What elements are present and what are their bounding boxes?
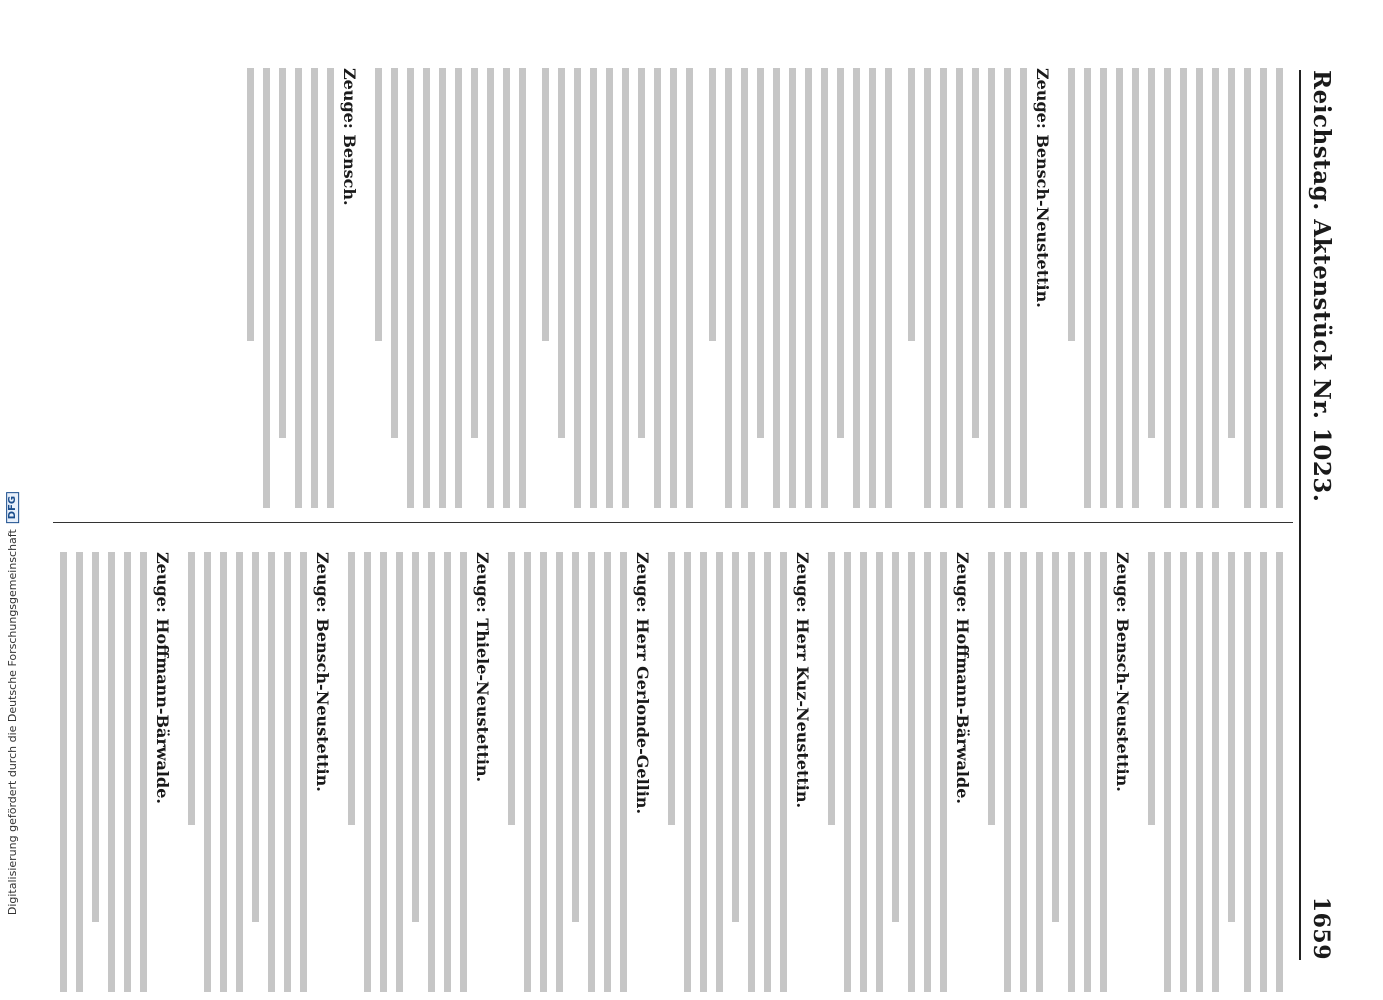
- text-line-placeholder: [423, 68, 430, 508]
- text-line-placeholder: [391, 68, 398, 438]
- text-line-placeholder: [1180, 552, 1187, 992]
- text-line-placeholder: [247, 68, 254, 341]
- text-line-placeholder: [821, 68, 828, 508]
- dfg-logo: DFG: [7, 492, 20, 523]
- text-line-placeholder: [1020, 552, 1027, 992]
- text-block: [1148, 552, 1283, 992]
- running-head-title: Reichstag. Aktenstück Nr. 1023.: [1308, 70, 1335, 503]
- text-line-placeholder: [869, 68, 876, 508]
- text-line-placeholder: [1132, 68, 1139, 508]
- text-block: [1068, 68, 1283, 508]
- text-line-placeholder: [444, 552, 451, 992]
- text-line-placeholder: [837, 68, 844, 438]
- block-heading: Zeuge: Hoffmann-Bärwalde.: [953, 552, 972, 804]
- text-line-placeholder: [606, 68, 613, 508]
- text-line-placeholder: [709, 68, 716, 341]
- text-line-placeholder: [1084, 68, 1091, 508]
- text-line-placeholder: [860, 552, 867, 992]
- text-line-placeholder: [828, 552, 835, 825]
- text-line-placeholder: [1244, 552, 1251, 992]
- text-line-placeholder: [540, 552, 547, 992]
- text-line-placeholder: [732, 552, 739, 922]
- text-block: [709, 68, 892, 508]
- text-line-placeholder: [236, 552, 243, 992]
- text-line-placeholder: [764, 552, 771, 992]
- text-block: [988, 552, 1132, 992]
- text-line-placeholder: [654, 68, 661, 508]
- block-heading: Zeuge: Bensch.: [340, 68, 359, 206]
- text-line-placeholder: [460, 552, 467, 992]
- text-line-placeholder: [1084, 552, 1091, 992]
- text-line-placeholder: [638, 68, 645, 438]
- text-line-placeholder: [556, 552, 563, 992]
- block-heading: Zeuge: Herr Kuz-Neustettin.: [793, 552, 812, 809]
- text-line-placeholder: [284, 552, 291, 992]
- text-line-placeholder: [263, 68, 270, 508]
- text-line-placeholder: [908, 552, 915, 992]
- text-block: [908, 68, 1052, 508]
- text-line-placeholder: [773, 68, 780, 508]
- text-line-placeholder: [1100, 552, 1107, 992]
- text-line-placeholder: [940, 68, 947, 508]
- text-line-placeholder: [853, 68, 860, 508]
- text-line-placeholder: [805, 68, 812, 508]
- text-line-placeholder: [1228, 552, 1235, 922]
- text-line-placeholder: [279, 68, 286, 438]
- text-line-placeholder: [1004, 68, 1011, 508]
- text-line-placeholder: [885, 68, 892, 508]
- text-line-placeholder: [572, 552, 579, 922]
- text-line-placeholder: [220, 552, 227, 992]
- text-line-placeholder: [1180, 68, 1187, 508]
- text-line-placeholder: [588, 552, 595, 992]
- text-line-placeholder: [1276, 552, 1283, 992]
- text-line-placeholder: [844, 552, 851, 992]
- text-line-placeholder: [686, 68, 693, 508]
- text-line-placeholder: [375, 68, 382, 341]
- text-block: [542, 68, 693, 508]
- text-line-placeholder: [716, 552, 723, 992]
- text-line-placeholder: [428, 552, 435, 992]
- text-line-placeholder: [1004, 552, 1011, 992]
- text-block: [375, 68, 526, 508]
- text-line-placeholder: [1100, 68, 1107, 508]
- text-line-placeholder: [455, 68, 462, 508]
- text-line-placeholder: [590, 68, 597, 508]
- text-line-placeholder: [407, 68, 414, 508]
- text-line-placeholder: [558, 68, 565, 438]
- text-line-placeholder: [1276, 68, 1283, 508]
- text-line-placeholder: [1052, 552, 1059, 922]
- text-line-placeholder: [1068, 552, 1075, 992]
- text-line-placeholder: [471, 68, 478, 438]
- text-line-placeholder: [295, 68, 302, 508]
- text-line-placeholder: [396, 552, 403, 992]
- text-line-placeholder: [60, 552, 67, 992]
- text-block: [668, 552, 812, 992]
- text-line-placeholder: [188, 552, 195, 825]
- text-line-placeholder: [940, 552, 947, 992]
- block-heading: Zeuge: Hoffmann-Bärwalde.: [153, 552, 172, 804]
- text-line-placeholder: [76, 552, 83, 992]
- text-line-placeholder: [1164, 68, 1171, 508]
- text-line-placeholder: [503, 68, 510, 508]
- text-line-placeholder: [1244, 68, 1251, 508]
- text-line-placeholder: [1260, 68, 1267, 508]
- text-line-placeholder: [524, 552, 531, 992]
- text-line-placeholder: [1260, 552, 1267, 992]
- text-line-placeholder: [519, 68, 526, 508]
- text-line-placeholder: [748, 552, 755, 992]
- text-line-placeholder: [311, 68, 318, 508]
- block-heading: Zeuge: Bensch-Neustettin.: [1113, 552, 1132, 792]
- text-line-placeholder: [684, 552, 691, 992]
- block-heading: Zeuge: Bensch-Neustettin.: [1033, 68, 1052, 308]
- text-line-placeholder: [780, 552, 787, 992]
- text-line-placeholder: [108, 552, 115, 992]
- text-line-placeholder: [412, 552, 419, 922]
- text-line-placeholder: [1164, 552, 1171, 992]
- text-line-placeholder: [542, 68, 549, 341]
- block-heading: Zeuge: Thiele-Neustettin.: [473, 552, 492, 783]
- text-line-placeholder: [1020, 68, 1027, 508]
- text-line-placeholder: [252, 552, 259, 922]
- text-block: [53, 552, 172, 992]
- text-line-placeholder: [204, 552, 211, 992]
- text-line-placeholder: [348, 552, 355, 825]
- running-head: [1299, 70, 1335, 960]
- text-line-placeholder: [1148, 68, 1155, 438]
- text-line-placeholder: [1196, 552, 1203, 992]
- text-block: [247, 68, 359, 508]
- text-line-placeholder: [574, 68, 581, 508]
- text-line-placeholder: [892, 552, 899, 922]
- text-line-placeholder: [972, 68, 979, 438]
- text-line-placeholder: [92, 552, 99, 922]
- page-number: 1659: [1308, 896, 1334, 960]
- text-line-placeholder: [300, 552, 307, 992]
- text-line-placeholder: [1116, 68, 1123, 508]
- text-block: [348, 552, 492, 992]
- text-line-placeholder: [924, 68, 931, 508]
- text-line-placeholder: [876, 552, 883, 992]
- text-line-placeholder: [668, 552, 675, 825]
- text-line-placeholder: [741, 68, 748, 508]
- text-line-placeholder: [140, 552, 147, 992]
- left-column: [53, 68, 1283, 508]
- text-line-placeholder: [700, 552, 707, 992]
- text-line-placeholder: [956, 68, 963, 508]
- text-line-placeholder: [268, 552, 275, 992]
- text-line-placeholder: [988, 552, 995, 825]
- right-column: [53, 552, 1283, 992]
- text-line-placeholder: [364, 552, 371, 992]
- text-line-placeholder: [604, 552, 611, 992]
- text-block: [508, 552, 652, 992]
- text-line-placeholder: [757, 68, 764, 438]
- text-line-placeholder: [622, 68, 629, 508]
- text-block: [828, 552, 972, 992]
- text-line-placeholder: [1228, 68, 1235, 438]
- text-line-placeholder: [670, 68, 677, 508]
- text-line-placeholder: [789, 68, 796, 508]
- text-line-placeholder: [487, 68, 494, 508]
- text-line-placeholder: [1196, 68, 1203, 508]
- text-line-placeholder: [439, 68, 446, 508]
- text-line-placeholder: [508, 552, 515, 825]
- text-line-placeholder: [1212, 552, 1219, 992]
- text-line-placeholder: [924, 552, 931, 992]
- text-line-placeholder: [124, 552, 131, 992]
- text-line-placeholder: [1068, 68, 1075, 341]
- funding-notice: Digitalisierung gefördert durch die Deutsche Forschungsgemeinschaft: [6, 529, 20, 916]
- text-line-placeholder: [380, 552, 387, 992]
- text-line-placeholder: [725, 68, 732, 508]
- text-line-placeholder: [988, 68, 995, 508]
- text-line-placeholder: [908, 68, 915, 341]
- text-block: [188, 552, 332, 992]
- text-line-placeholder: [1148, 552, 1155, 825]
- block-heading: Zeuge: Herr Gerlonde-Gellin.: [633, 552, 652, 815]
- column-divider: [53, 522, 1293, 523]
- text-line-placeholder: [1212, 68, 1219, 508]
- text-line-placeholder: [327, 68, 334, 508]
- block-heading: Zeuge: Bensch-Neustettin.: [313, 552, 332, 792]
- text-line-placeholder: [1036, 552, 1043, 992]
- text-line-placeholder: [620, 552, 627, 992]
- funding-strip: [0, 0, 26, 1000]
